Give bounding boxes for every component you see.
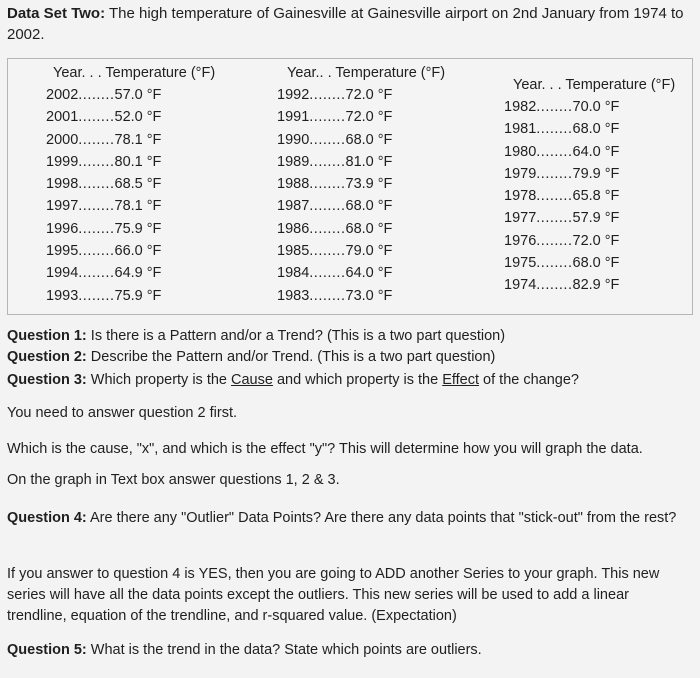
table-row xyxy=(277,129,445,151)
temperature-cell: 78.1 °F xyxy=(114,198,162,215)
temperature-cell: 68.0 °F xyxy=(345,131,393,148)
leader-dots: ........ xyxy=(536,232,573,249)
year-cell: 1990 xyxy=(277,131,310,148)
question-2-label: Question 2: xyxy=(7,349,87,365)
leader-dots: ........ xyxy=(78,287,115,304)
leader-dots: ........ xyxy=(309,220,346,237)
temperature-cell: 68.0 °F xyxy=(345,198,393,215)
question-2 xyxy=(7,347,687,368)
table-row xyxy=(277,106,445,128)
year-cell: 1998 xyxy=(46,176,79,193)
intro-paragraph xyxy=(7,3,687,45)
temperature-cell: 52.0 °F xyxy=(114,109,162,126)
year-cell: 1984 xyxy=(277,265,310,282)
year-cell: 1999 xyxy=(46,153,79,170)
table-row xyxy=(46,151,215,173)
column-header: Year. . . Temperature (°F) xyxy=(513,77,676,93)
table-row xyxy=(46,106,215,128)
temperature-cell: 72.0 °F xyxy=(345,109,393,126)
question-1 xyxy=(7,326,687,347)
table-row xyxy=(504,141,675,163)
year-cell: 1978 xyxy=(504,188,537,205)
table-column-1 xyxy=(46,62,215,307)
question-4 xyxy=(7,508,687,529)
year-cell: 1996 xyxy=(46,220,79,237)
table-row xyxy=(504,185,675,207)
table-row xyxy=(504,96,675,118)
table-column-3 xyxy=(504,74,675,297)
temperature-cell: 64.9 °F xyxy=(114,265,162,282)
intro-label: Data Set Two: xyxy=(7,5,106,22)
question-3-post: of the change? xyxy=(479,372,579,388)
table-row xyxy=(504,207,675,229)
intro-text: The high temperature of Gainesville at Gainesville airport on 2nd January from 1974 to 2002. xyxy=(7,5,684,43)
leader-dots: ........ xyxy=(536,255,573,272)
temperature-cell: 68.5 °F xyxy=(114,176,162,193)
year-cell: 1980 xyxy=(504,143,537,160)
question-3-label: Question 3: xyxy=(7,372,87,388)
question-4-label: Question 4: xyxy=(7,510,87,526)
temperature-cell: 73.9 °F xyxy=(345,176,393,193)
note-answer-q2-first: You need to answer question 2 first. xyxy=(7,405,238,421)
table-row xyxy=(504,274,675,296)
leader-dots: ........ xyxy=(78,243,115,260)
table-row xyxy=(46,262,215,284)
year-cell: 1994 xyxy=(46,265,79,282)
leader-dots: ........ xyxy=(309,153,346,170)
leader-dots: ........ xyxy=(536,277,573,294)
temperature-cell: 73.0 °F xyxy=(345,287,393,304)
question-1-text: Is there is a Pattern and/or a Trend? (This is a two part question) xyxy=(86,328,506,344)
year-cell: 1993 xyxy=(46,287,79,304)
table-row xyxy=(277,173,445,195)
table-column-2 xyxy=(277,62,445,307)
leader-dots: ........ xyxy=(309,265,346,282)
temperature-cell: 65.8 °F xyxy=(572,188,620,205)
leader-dots: ........ xyxy=(309,243,346,260)
table-row xyxy=(504,230,675,252)
cause-word: Cause xyxy=(231,372,273,388)
question-5-label: Question 5: xyxy=(7,642,87,658)
table-row xyxy=(46,84,215,106)
note-graph-textbox: On the graph in Text box answer questions 1, 2 & 3. xyxy=(7,472,340,488)
temperature-cell: 75.9 °F xyxy=(114,287,162,304)
year-cell: 1985 xyxy=(277,243,310,260)
year-cell: 1974 xyxy=(504,277,537,294)
year-cell: 1995 xyxy=(46,243,79,260)
column-header: Year.. . Temperature (°F) xyxy=(287,65,446,81)
leader-dots: ........ xyxy=(536,99,573,115)
question-5-text: What is the trend in the data? State which points are outliers. xyxy=(86,642,482,658)
temperature-cell: 68.0 °F xyxy=(345,220,393,237)
leader-dots: ........ xyxy=(78,176,115,193)
temperature-cell: 64.0 °F xyxy=(345,265,393,282)
leader-dots: ........ xyxy=(309,176,346,193)
leader-dots: ........ xyxy=(78,265,115,282)
leader-dots: ........ xyxy=(78,198,115,215)
temperature-cell: 79.9 °F xyxy=(572,165,620,182)
table-row xyxy=(46,218,215,240)
question-2-text: Describe the Pattern and/or Trend. (This is a two part question) xyxy=(86,349,496,365)
temperature-cell: 79.0 °F xyxy=(345,243,393,260)
temperature-cell: 68.0 °F xyxy=(572,121,620,138)
leader-dots: ........ xyxy=(78,109,115,126)
leader-dots: ........ xyxy=(309,198,346,215)
column-header: Year. . . Temperature (°F) xyxy=(53,65,216,81)
temperature-cell: 82.9 °F xyxy=(572,277,620,294)
table-row xyxy=(46,195,215,217)
temperature-cell: 75.9 °F xyxy=(114,220,162,237)
table-row xyxy=(277,240,445,262)
effect-word: Effect xyxy=(442,372,480,388)
question-4-text: Are there any "Outlier" Data Points? Are there any data points that "stick-out" from the rest? xyxy=(86,510,677,526)
year-cell: 2001 xyxy=(46,109,79,126)
temperature-cell: 78.1 °F xyxy=(114,131,162,148)
leader-dots: ........ xyxy=(78,131,115,148)
note-add-series: If you answer to question 4 is YES, then you are going to ADD another Series to your graph. This new series will have all the data points except the outliers. This new series will be used to add a linear trendline, equation of the trendline, and r-squared value. (Expectation) xyxy=(7,566,660,624)
table-row xyxy=(277,84,445,106)
temperature-cell: 64.0 °F xyxy=(572,143,620,160)
leader-dots: ........ xyxy=(78,87,115,103)
temperature-cell: 57.0 °F xyxy=(114,87,162,103)
temperature-cell: 68.0 °F xyxy=(572,255,620,272)
year-cell: 1981 xyxy=(504,121,537,138)
note-cause-effect: Which is the cause, "x", and which is the effect "y"? This will determine how you will graph the data. xyxy=(7,441,643,457)
leader-dots: ........ xyxy=(309,131,346,148)
year-cell: 1992 xyxy=(277,87,310,103)
leader-dots: ........ xyxy=(536,210,573,227)
temperature-cell: 81.0 °F xyxy=(345,153,393,170)
temperature-cell: 72.0 °F xyxy=(572,232,620,249)
table-row xyxy=(277,262,445,284)
year-cell: 1988 xyxy=(277,176,310,193)
year-cell: 2000 xyxy=(46,131,79,148)
year-cell: 1989 xyxy=(277,153,310,170)
year-cell: 1986 xyxy=(277,220,310,237)
year-cell: 2002 xyxy=(46,87,79,103)
temperature-cell: 80.1 °F xyxy=(114,153,162,170)
table-row xyxy=(504,118,675,140)
leader-dots: ........ xyxy=(309,287,346,304)
leader-dots: ........ xyxy=(78,153,115,170)
table-row xyxy=(277,285,445,307)
question-3-pre: Which property is the xyxy=(86,372,232,388)
temperature-cell: 72.0 °F xyxy=(345,87,393,103)
leader-dots: ........ xyxy=(309,87,346,103)
table-row xyxy=(46,129,215,151)
temperature-cell: 70.0 °F xyxy=(572,99,620,115)
question-3-mid: and which property is the xyxy=(272,372,443,388)
leader-dots: ........ xyxy=(536,188,573,205)
leader-dots: ........ xyxy=(536,121,573,138)
year-cell: 1983 xyxy=(277,287,310,304)
table-row xyxy=(277,218,445,240)
year-cell: 1991 xyxy=(277,109,310,126)
temperature-cell: 66.0 °F xyxy=(114,243,162,260)
question-1-label: Question 1: xyxy=(7,328,87,344)
table-row xyxy=(277,195,445,217)
question-3 xyxy=(7,370,687,391)
year-cell: 1982 xyxy=(504,99,537,115)
table-row xyxy=(46,173,215,195)
leader-dots: ........ xyxy=(536,165,573,182)
year-cell: 1975 xyxy=(504,255,537,272)
year-cell: 1977 xyxy=(504,210,537,227)
year-cell: 1997 xyxy=(46,198,79,215)
year-cell: 1979 xyxy=(504,165,537,182)
temperature-cell: 57.9 °F xyxy=(572,210,620,227)
table-row xyxy=(46,240,215,262)
year-cell: 1976 xyxy=(504,232,537,249)
leader-dots: ........ xyxy=(78,220,115,237)
table-row xyxy=(277,151,445,173)
table-row xyxy=(504,163,675,185)
year-cell: 1987 xyxy=(277,198,310,215)
leader-dots: ........ xyxy=(536,143,573,160)
leader-dots: ........ xyxy=(309,109,346,126)
table-row xyxy=(46,285,215,307)
table-row xyxy=(504,252,675,274)
question-5 xyxy=(7,640,687,661)
